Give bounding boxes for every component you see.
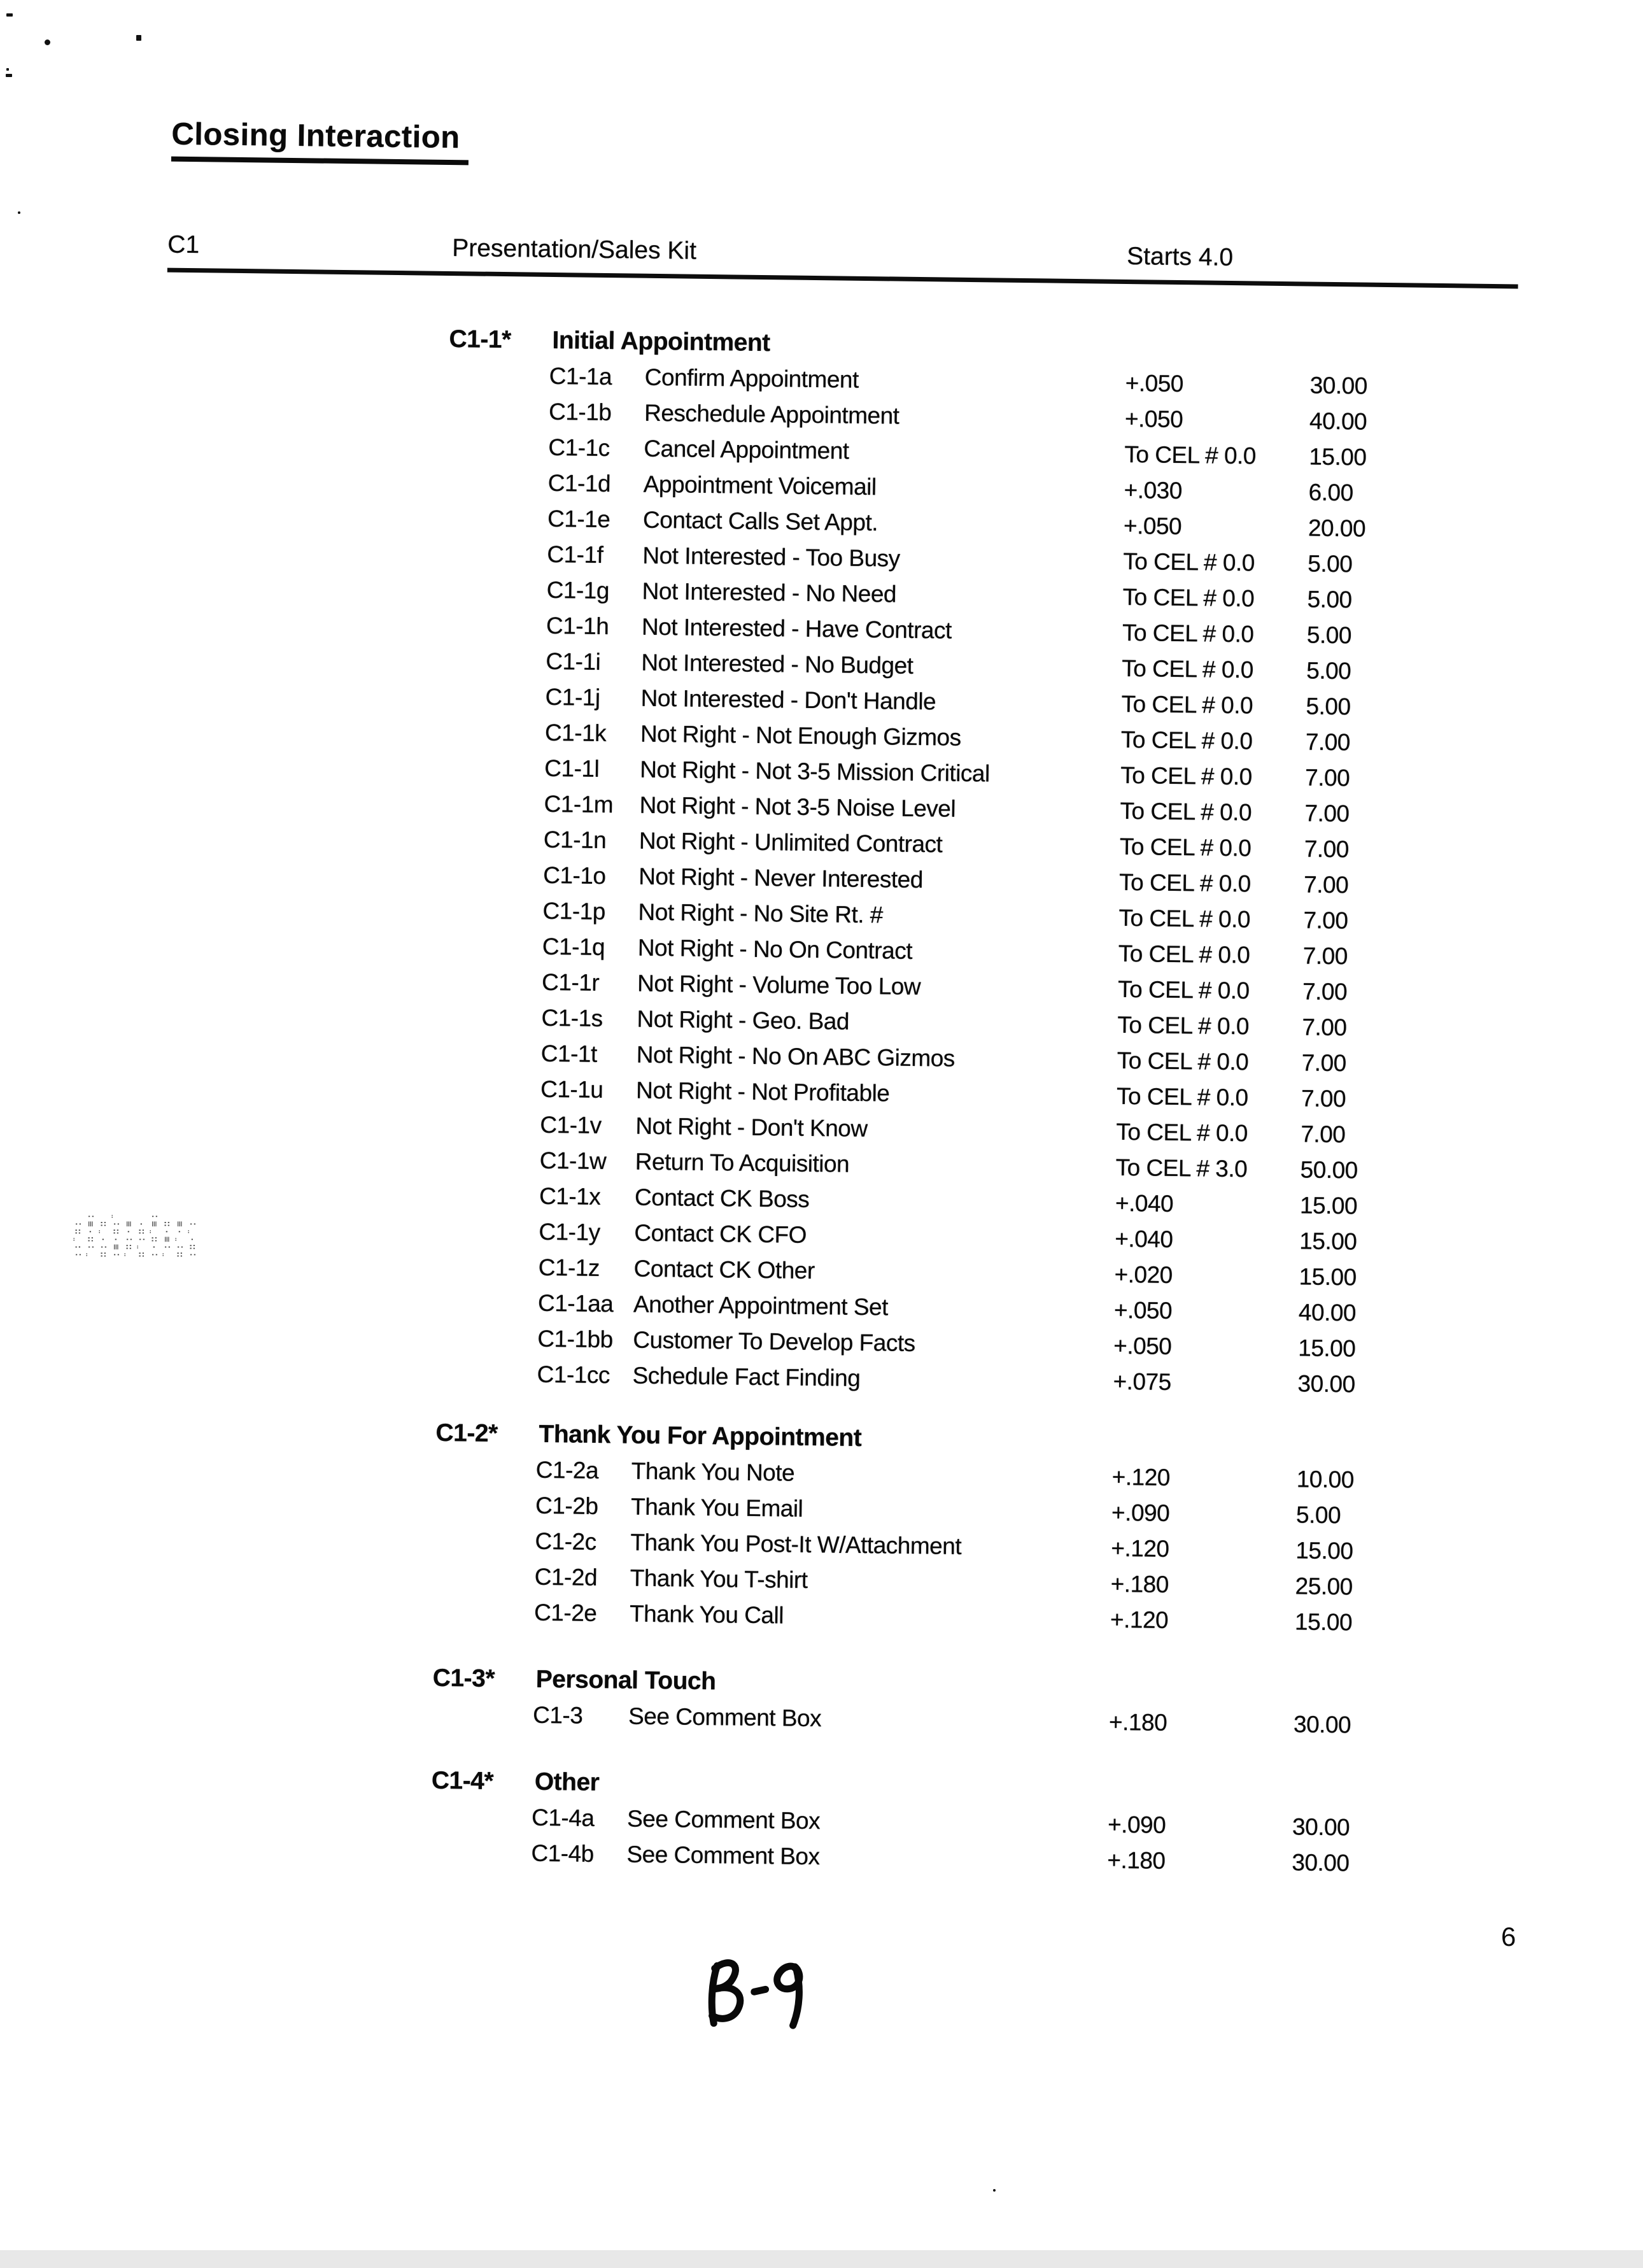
section-title: Other [534,1768,600,1797]
scan-speck [6,68,9,71]
row-action-value: To CEL # 0.0 [1120,762,1253,790]
row-description: See Comment Box [626,1805,821,1834]
scan-speck [6,74,12,77]
row-points-value: 5.00 [1308,550,1353,578]
scan-speck [136,35,141,41]
row-description: Not Interested - No Need [642,578,897,607]
row-action-value: +.180 [1108,1708,1167,1736]
row-points-value: 7.00 [1301,1049,1347,1077]
row-description: Not Right - Unlimited Contract [638,827,943,858]
row-description: Not Right - Volume Too Low [637,970,921,1000]
row-description: Thank You Email [630,1493,803,1522]
page-number: 6 [1501,1922,1516,1952]
row-code: C1-1h [546,612,609,640]
row-points-value: 7.00 [1302,942,1348,970]
row-description: Contact CK CFO [634,1219,807,1248]
row-action-value: +.120 [1111,1534,1169,1562]
row-action-value: To CEL # 0.0 [1119,833,1252,861]
row-description: See Comment Box [628,1703,822,1732]
row-action-value: To CEL # 0.0 [1120,726,1253,755]
sections [0,316,1639,1884]
row-action-value: +.075 [1113,1368,1171,1395]
row-code: C1-1j [545,683,600,711]
row-action-value: To CEL # 3.0 [1115,1154,1248,1182]
row-code: C1-1x [539,1182,601,1210]
row-code: C1-1z [538,1254,600,1281]
row-points-value: 7.00 [1302,1014,1347,1041]
row-action-value: To CEL # 0.0 [1122,583,1255,612]
row-action-value: To CEL # 0.0 [1117,1047,1249,1075]
row-description: Thank You Note [631,1457,795,1486]
row-action-value: To CEL # 0.0 [1118,868,1251,897]
row-code: C1-1b [548,398,612,426]
row-points-value: 7.00 [1305,728,1351,756]
row-action-value: +.180 [1110,1570,1169,1598]
row-points-value: 40.00 [1309,408,1367,435]
row-code: C1-2c [535,1527,596,1555]
row-points-value: 5.00 [1306,693,1351,720]
row-action-value: To CEL # 0.0 [1118,904,1251,933]
section-title: Personal Touch [535,1665,716,1696]
section-code: C1-1* [449,325,511,354]
row-action-value: To CEL # 0.0 [1124,441,1257,469]
row-code: C1-1s [541,1004,603,1032]
row-code: C1-4a [531,1804,595,1831]
row-description: Not Right - Not 3-5 Noise Level [639,791,956,822]
section [0,1410,1626,1644]
row-description: Not Right - Not Enough Gizmos [640,720,961,751]
row-description: Not Right - Never Interested [638,863,924,893]
row-code: C1-1m [544,790,614,818]
row-code: C1-1t [540,1040,598,1067]
row-description: Not Right - No Site Rt. # [638,898,884,928]
row-code: C1-2b [535,1492,598,1519]
row-code: C1-2d [534,1563,598,1591]
page-title: Closing Interaction [171,117,469,166]
row-description: Customer To Develop Facts [633,1326,915,1357]
row-code: C1-1l [544,755,600,782]
row-action-value: +.020 [1114,1261,1173,1288]
row-action-value: +.040 [1115,1189,1174,1217]
row-action-value: +.090 [1111,1499,1170,1526]
row-action-value: +.050 [1124,405,1183,433]
row-code: C1-1y [539,1218,600,1245]
row-action-value: To CEL # 0.0 [1118,940,1250,968]
row-code: C1-1k [544,719,607,747]
section-rows [0,1445,1625,1644]
row-points-value: 50.00 [1300,1156,1358,1184]
scan-speck [6,13,13,17]
row-action-value: To CEL # 0.0 [1116,1082,1248,1111]
section-rows [0,351,1639,1405]
row-description: Not Right - No On ABC Gizmos [636,1041,955,1072]
row-action-value: +.120 [1110,1606,1169,1633]
row-points-value: 30.00 [1297,1370,1355,1398]
scan-noise-margin: :∶¨∷: ¨:∷·≡: ∷:·¨∷ :≡·∷:¨ ¨∷:·≡ ∷¨:∷· :·∷¨≡: ¨:≡·∷ ∷:¨·≡ :∷·¨: [72,1211,198,1258]
row-points-value: 5.00 [1307,586,1352,613]
row-points-value: 7.00 [1302,978,1348,1005]
row-description: Not Interested - Have Contract [641,613,952,644]
row-description: Not Interested - Too Busy [642,542,900,572]
row-description: See Comment Box [626,1841,820,1870]
scan-speck [18,211,20,214]
row-description: Not Right - Not Profitable [635,1077,890,1107]
section [0,1655,1623,1747]
section [0,316,1639,1405]
row-description: Not Right - No On Contract [637,934,913,964]
row-points-value: 15.00 [1299,1228,1357,1255]
row-description: Not Interested - No Budget [641,649,913,679]
row-action-value: To CEL # 0.0 [1123,548,1255,576]
row-description: Cancel Appointment [644,435,849,464]
row-points-value: 15.00 [1309,443,1367,471]
row-points-value: 5.00 [1306,657,1351,684]
row-description: Contact Calls Set Appt. [642,506,878,536]
row-points-value: 7.00 [1303,907,1348,934]
row-description: Schedule Fact Finding [632,1362,861,1392]
row-code: C1-1o [543,861,606,889]
section-title: Initial Appointment [552,326,770,357]
row-code: C1-4b [531,1839,595,1867]
row-code: C1-1n [543,826,607,854]
row-action-value: +.040 [1115,1225,1173,1252]
row-description: Thank You T-shirt [630,1564,808,1594]
row-points-value: 5.00 [1295,1501,1341,1529]
row-code: C1-3 [532,1701,583,1729]
scan-speck [45,39,50,45]
row-code: C1-1a [549,362,612,390]
row-code: C1-1q [542,933,605,961]
row-action-value: +.050 [1113,1296,1173,1324]
row-action-value: +.090 [1107,1811,1166,1838]
row-description: Contact CK Other [633,1255,815,1284]
row-action-value: +.050 [1113,1332,1172,1359]
row-description: Confirm Appointment [644,364,859,393]
row-description: Not Right - Geo. Bad [637,1005,850,1035]
row-action-value: To CEL # 0.0 [1116,1118,1248,1147]
scan-speck [993,2189,996,2192]
row-points-value: 15.00 [1299,1192,1358,1219]
row-points-value: 15.00 [1295,1537,1353,1564]
row-points-value: 30.00 [1309,372,1368,399]
row-action-value: +.050 [1125,369,1184,397]
header-code: C1 [167,230,200,259]
row-code: C1-1u [540,1075,603,1103]
table-header-row [167,231,1519,289]
row-description: Appointment Voicemail [643,471,877,500]
row-action-value: To CEL # 0.0 [1121,690,1253,719]
row-points-value: 7.00 [1303,871,1349,898]
header-starts: Starts 4.0 [1126,242,1234,272]
row-description: Return To Acquisition [635,1148,850,1177]
row-action-value: To CEL # 0.0 [1122,655,1254,683]
section-code: C1-3* [432,1664,495,1693]
row-action-value: To CEL # 0.0 [1122,619,1254,648]
row-points-value: 30.00 [1293,1711,1351,1738]
row-description: Contact CK Boss [634,1184,810,1213]
row-code: C1-1w [539,1147,607,1175]
row-points-value: 15.00 [1299,1263,1357,1291]
row-points-value: 30.00 [1292,1813,1350,1841]
row-code: C1-2a [535,1456,599,1484]
row-action-value: +.030 [1124,476,1183,504]
row-action-value: +.180 [1107,1846,1166,1874]
section-code: C1-2* [435,1419,498,1448]
row-code: C1-1bb [537,1325,613,1353]
row-points-value: 7.00 [1304,764,1350,791]
row-points-value: 6.00 [1308,479,1353,506]
row-description: Another Appointment Set [633,1291,889,1321]
row-description: Thank You Call [629,1600,784,1629]
row-points-value: 7.00 [1301,1085,1346,1112]
row-action-value: +.050 [1123,512,1182,540]
section-title: Thank You For Appointment [539,1420,862,1452]
row-code: C1-1v [540,1111,602,1139]
row-code: C1-1cc [537,1361,610,1389]
row-action-value: +.120 [1111,1463,1171,1491]
row-description: Not Interested - Don't Handle [640,684,936,715]
row-points-value: 5.00 [1306,621,1352,649]
row-code: C1-1r [541,968,600,996]
row-description: Thank You Post-It W/Attachment [630,1529,962,1559]
handwritten-note-b9 [688,1944,827,2046]
section [0,1757,1621,1885]
row-code: C1-1f [547,541,603,568]
row-points-value: 7.00 [1304,800,1350,827]
row-code: C1-1g [546,576,610,604]
row-points-value: 7.00 [1304,835,1350,863]
row-description: Not Right - Don't Know [635,1112,868,1142]
row-code: C1-1e [547,505,610,533]
row-code: C1-1p [542,897,606,925]
row-points-value: 30.00 [1292,1849,1350,1876]
row-points-value: 15.00 [1298,1335,1356,1362]
row-points-value: 7.00 [1301,1121,1346,1148]
row-points-value: 10.00 [1296,1466,1355,1493]
row-points-value: 15.00 [1294,1608,1353,1636]
row-code: C1-1d [547,469,611,497]
row-points-value: 40.00 [1298,1299,1357,1326]
row-points-value: 20.00 [1308,514,1366,542]
row-code: C1-1aa [537,1289,614,1317]
row-code: C1-2e [533,1599,597,1626]
row-description: Not Right - Not 3-5 Mission Critical [640,756,990,787]
row-points-value: 25.00 [1295,1573,1353,1600]
row-description: Reschedule Appointment [644,399,899,429]
row-action-value: To CEL # 0.0 [1120,797,1252,826]
section-code: C1-4* [431,1766,494,1796]
row-action-value: To CEL # 0.0 [1117,975,1250,1004]
row-code: C1-1c [548,434,610,462]
header-name: Presentation/Sales Kit [452,234,697,265]
row-action-value: To CEL # 0.0 [1117,1011,1250,1040]
row-code: C1-1i [546,648,601,675]
